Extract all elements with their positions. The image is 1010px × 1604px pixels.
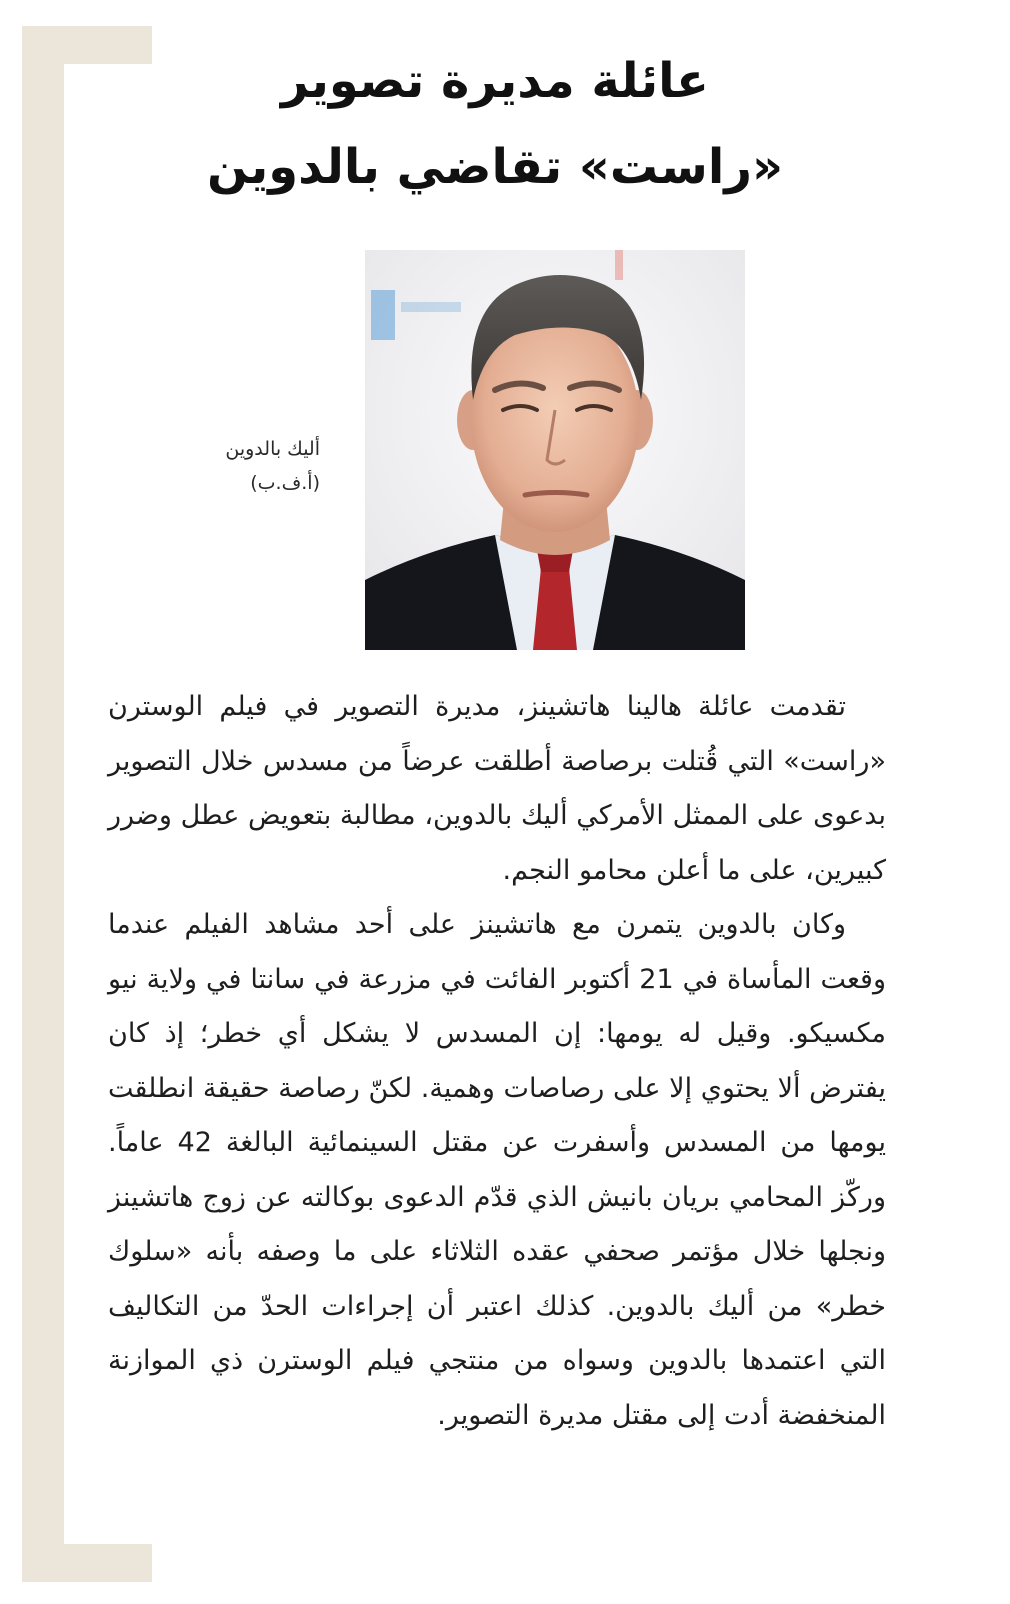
article-headline [120,38,870,210]
portrait-photo [365,250,745,650]
headline-line-2: «راست» تقاضي بالدوين [207,139,783,195]
paragraph-1: تقدمت عائلة هالينا هاتشينز، مديرة التصوير في فيلم الوسترن «راست» التي قُتلت برصاصة أطلقت عرضاً من مسدس خلال التصوير بدعوى على الممثل الأمركي أليك بالدوين، مطالبة بتعويض عطل وضرر كبيرين، على ما أعلن محامو النجم. [108,691,886,886]
article-body [108,680,886,1443]
headline-line-1: عائلة مديرة تصوير [281,53,709,109]
caption-credit: (أ.ف.ب) [250,472,320,494]
frame-bottom-bracket [22,1544,152,1582]
photo-caption [150,432,320,500]
paragraph-2: وكان بالدوين يتمرن مع هاتشينز على أحد مشاهد الفيلم عندما وقعت المأساة في 21 أكتوبر الفائت في مزرعة في سانتا في ولاية نيو مكسيكو. وقيل له يومها: إن المسدس لا يشكل أي خطر؛ إذ كان يفترض ألا يحتوي إلا على رصاصات وهمية. لكنّ رصاصة حقيقة انطلقت يومها من المسدس وأسفرت عن مقتل السينمائية البالغة 42 عاماً. وركّز المحامي بريان بانيش الذي قدّم الدعوى بوكالته عن زوج هاتشينز ونجلها خلال مؤتمر صحفي عقده الثلاثاء على ما وصفه بأنه «سلوك خطر» من أليك بالدوين. كذلك اعتبر أن إجراءات الحدّ من التكاليف التي اعتمدها بالدوين وسواه من منتجي فيلم الوسترن ذي الموازنة المنخفضة أدت إلى مقتل مديرة التصوير. [108,909,886,1431]
frame-bar [22,26,64,1582]
caption-name: أليك بالدوين [225,438,320,460]
